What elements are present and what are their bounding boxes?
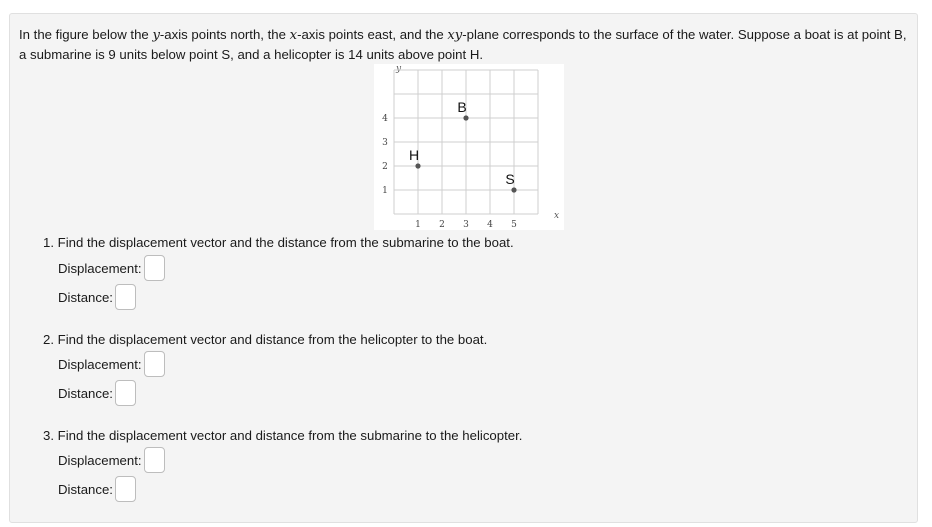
q3-distance-row [58, 474, 136, 504]
points [409, 99, 517, 193]
q1-distance-input[interactable] [115, 284, 136, 310]
grid [394, 70, 538, 214]
q1-displacement-row [58, 253, 165, 283]
question-1-text: 1. Find the displacement vector and the distance from the submarine to the boat. [43, 235, 514, 250]
q2-displacement-input[interactable] [144, 351, 165, 377]
q1-distance-row [58, 282, 136, 312]
q3-displacement-row [58, 445, 165, 475]
intro-text: -axis points north, the [159, 27, 290, 42]
point-h-label: H [408, 147, 420, 163]
q2-distance-input[interactable] [115, 380, 136, 406]
intro-text: In the figure below the [19, 27, 153, 42]
coordinate-figure [374, 64, 564, 230]
q3-distance-input[interactable] [115, 476, 136, 502]
distance-label: Distance: [58, 289, 113, 305]
intro-text: -plane corresponds to the surface of the water. Suppose a boat is at point B, a submarine is 9 units below point S, and a helicopter is 14 units above point H. [19, 27, 907, 62]
q2-distance-row [58, 378, 136, 408]
y-tick-label: 4 [382, 114, 388, 124]
math-var-y: y [152, 28, 160, 43]
point-s-label: S [505, 171, 515, 187]
x-tick-label: 3 [463, 220, 469, 230]
y-tick-label: 2 [382, 162, 388, 172]
point-b-marker [463, 115, 468, 120]
question-3-text: 3. Find the displacement vector and distance from the submarine to the helicopter. [43, 428, 523, 443]
point-h-marker [415, 163, 420, 168]
y-axis-label: y [396, 64, 402, 74]
x-tick-label: 5 [511, 220, 517, 230]
q1-displacement-input[interactable] [144, 255, 165, 281]
problem-statement [19, 25, 912, 64]
x-tick-label: 2 [439, 220, 445, 230]
x-tick-label: 1 [415, 220, 421, 230]
point-s-marker [511, 187, 516, 192]
point-b-label: B [457, 99, 467, 115]
question-2-text: 2. Find the displacement vector and distance from the helicopter to the boat. [43, 332, 488, 347]
q2-displacement-row [58, 349, 165, 379]
intro-text: -axis points east, and the [297, 27, 448, 42]
displacement-label: Displacement: [58, 452, 142, 468]
q3-displacement-input[interactable] [144, 447, 165, 473]
y-tick-label: 3 [382, 138, 388, 148]
distance-label: Distance: [58, 481, 113, 497]
displacement-label: Displacement: [58, 356, 142, 372]
coordinate-plot [374, 64, 564, 230]
tick-labels [382, 114, 517, 230]
math-var-x: x [289, 28, 298, 43]
displacement-label: Displacement: [58, 260, 142, 276]
y-tick-label: 1 [382, 186, 388, 196]
x-tick-label: 4 [487, 220, 493, 230]
question-panel [9, 13, 918, 523]
x-axis-label: x [554, 211, 560, 221]
math-var-xy: xy [447, 28, 463, 43]
distance-label: Distance: [58, 385, 113, 401]
